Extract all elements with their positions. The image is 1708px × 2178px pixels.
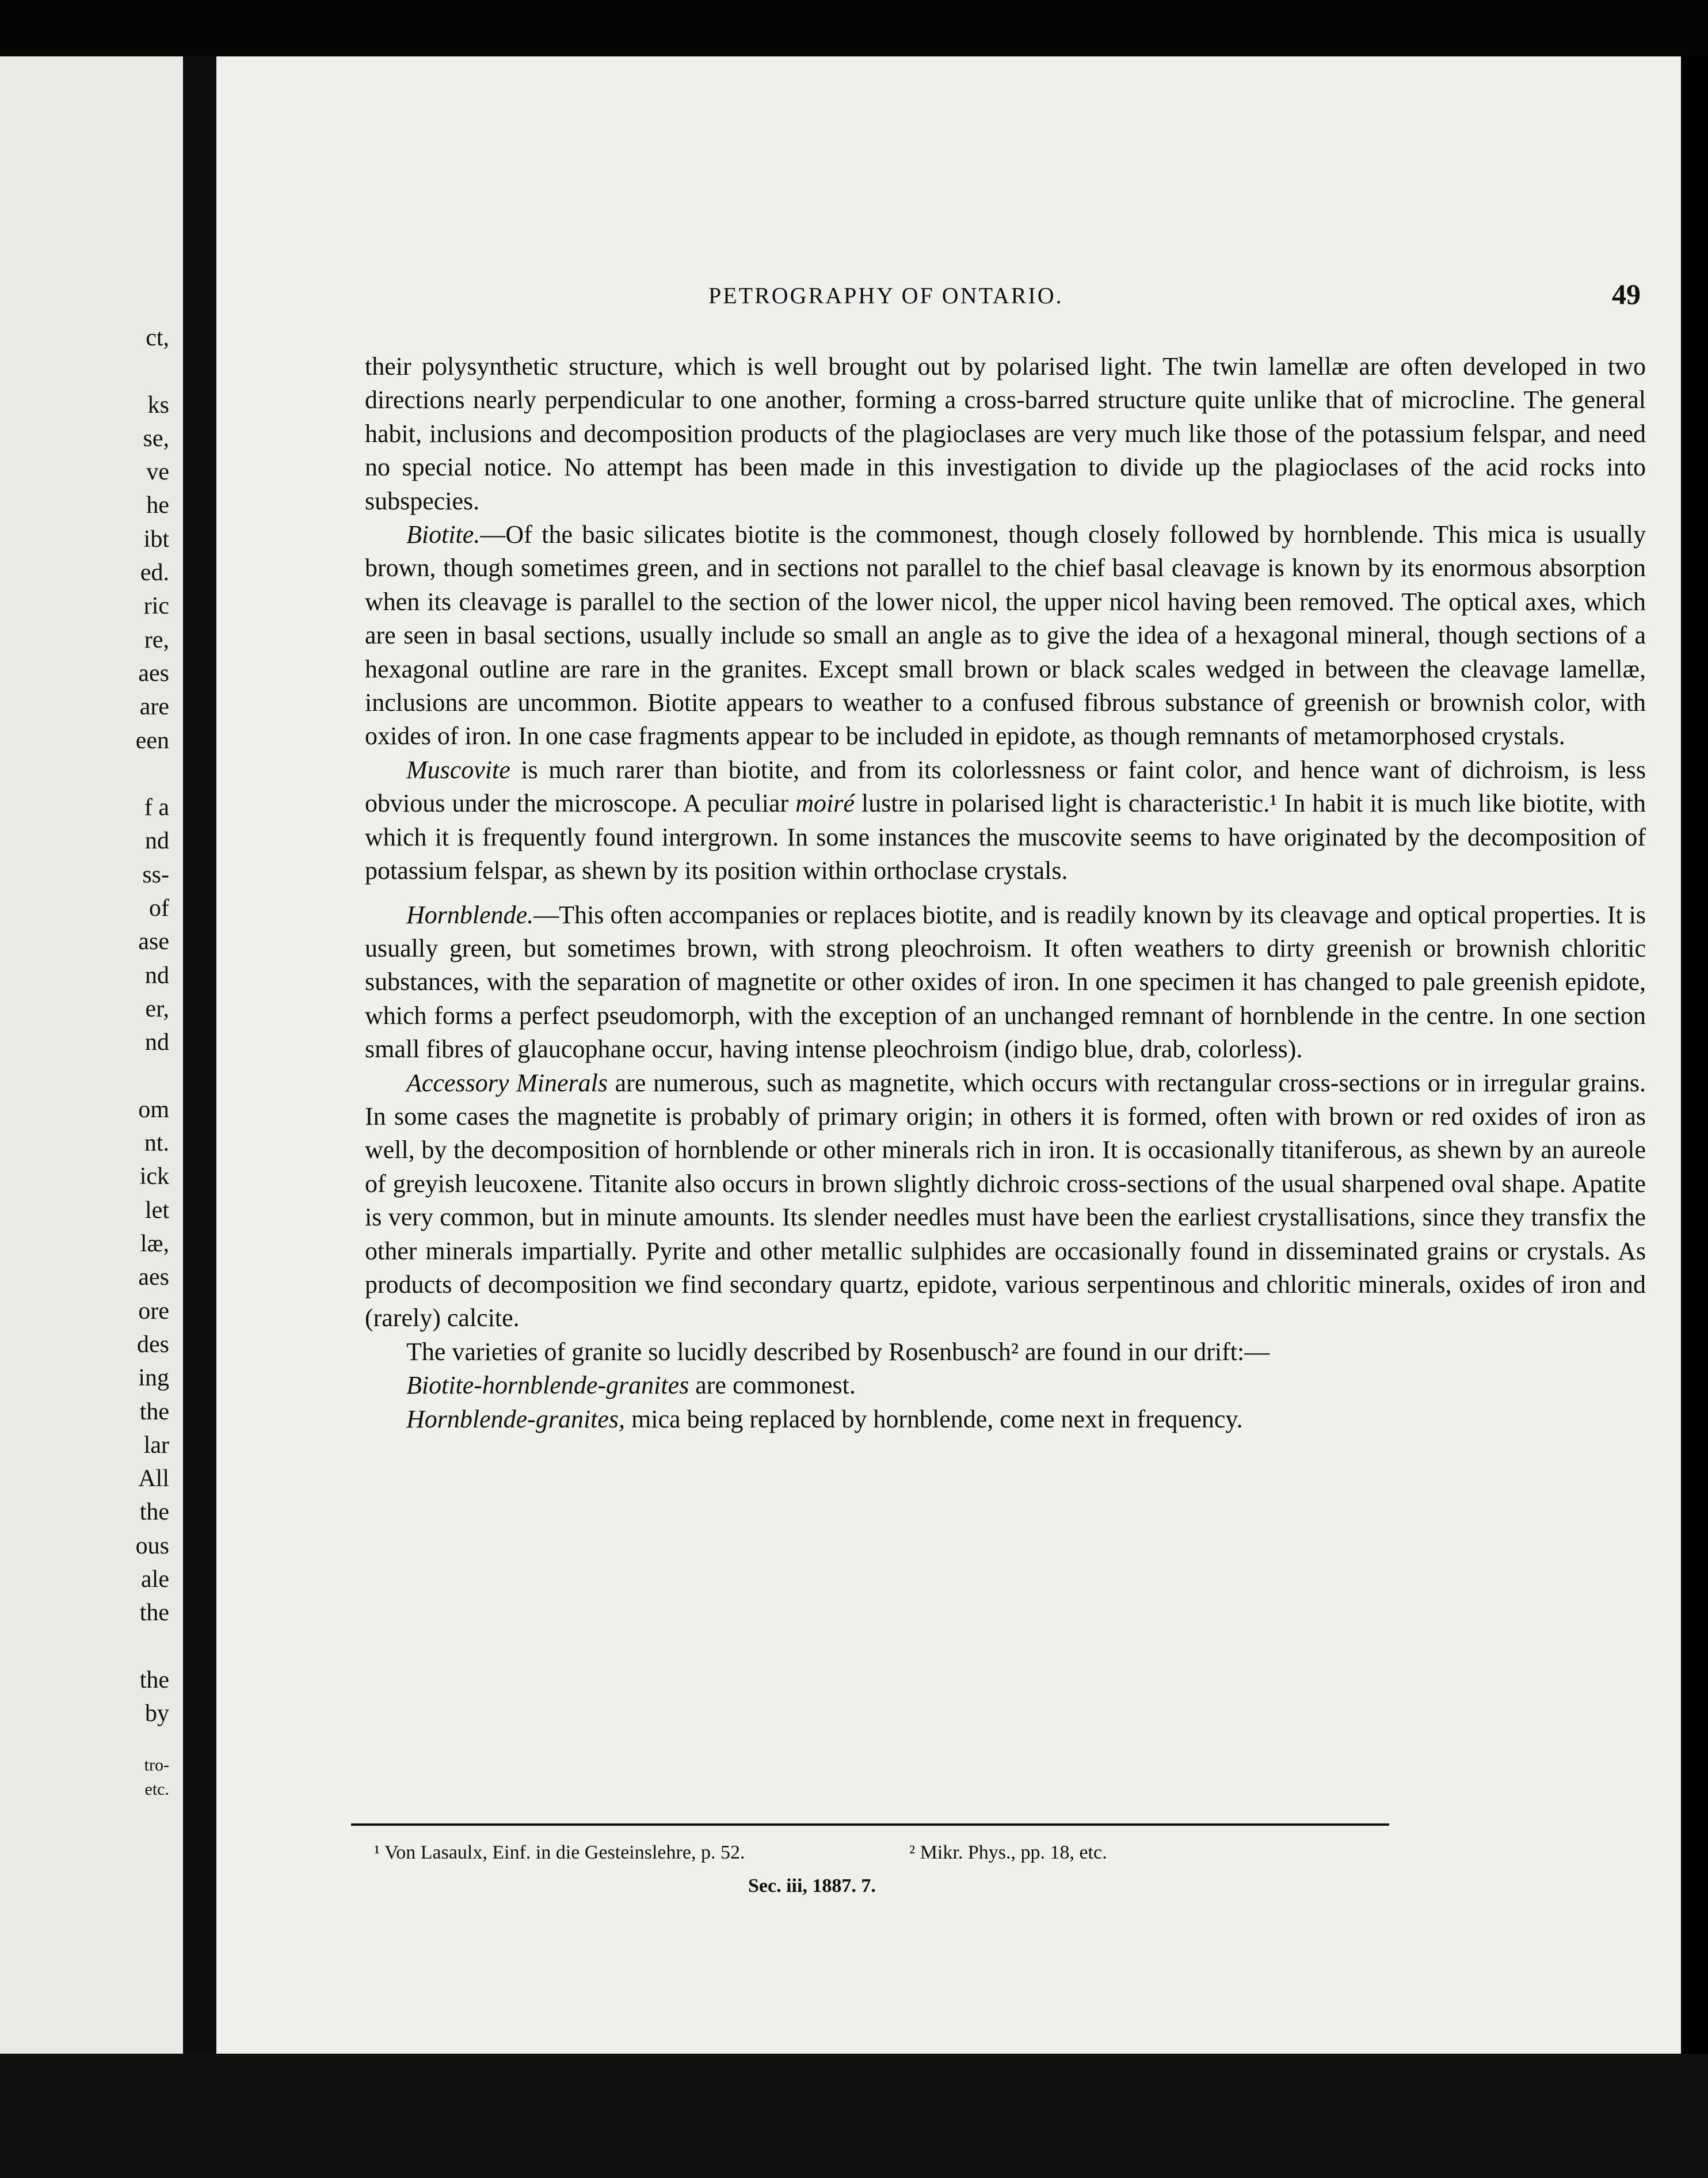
left-page-fragments bbox=[136, 321, 169, 1802]
left-page-edge bbox=[0, 56, 183, 2077]
left-fragment: of bbox=[149, 895, 169, 922]
left-fragment: re, bbox=[144, 626, 169, 653]
footnote-rule bbox=[351, 1823, 1389, 1826]
left-fragment-small: tro- bbox=[144, 1756, 169, 1775]
left-fragment: ous bbox=[135, 1532, 169, 1559]
heading-hg: Hornblende-granites, bbox=[406, 1404, 626, 1433]
list-item-biotite-hornblende-granites bbox=[365, 1369, 1646, 1402]
page-number: 49 bbox=[1612, 278, 1641, 310]
left-fragment: een bbox=[135, 727, 169, 754]
accessory-text: are numerous, such as magnetite, which occurs with rectangular cross-sections or in irregular grains. In some cases the magnetite is probably of primary origin; in others it is formed, often with brown or red oxides of iron as well, by the decomposition of hornblende or other minerals rich in iron. It is occasionally titaniferous, as shewn by an aureole of greyish leucoxene. Titanite also occurs in brown slightly dichroic cross-sections of the usual sharpened oval shape. Apatite is very common, but in minute amounts. Its slender needles must have been the earliest crystallisations, since they transfix the other minerals impartially. Pyrite and other metallic sulphides are occasionally found in disseminated grains or crystals. As products of decomposition we find secondary quartz, epidote, various serpentinous and chloritic minerals, oxides of iron and (rarely) calcite. bbox=[365, 1068, 1646, 1332]
left-fragment: des bbox=[137, 1331, 169, 1358]
signature-mark: Sec. iii, 1887. 7. bbox=[748, 1875, 876, 1897]
scan-bottom-border bbox=[0, 2054, 1708, 2178]
left-fragment: ve bbox=[146, 459, 169, 486]
left-fragment bbox=[136, 1630, 169, 1663]
left-fragment: ss- bbox=[142, 861, 169, 888]
heading-accessory: Accessory Minerals bbox=[406, 1068, 608, 1097]
left-fragment: lar bbox=[143, 1431, 169, 1459]
left-fragment bbox=[136, 757, 169, 791]
left-fragment: the bbox=[139, 1666, 169, 1693]
left-fragment: ric bbox=[143, 593, 169, 620]
left-fragment: ore bbox=[138, 1297, 169, 1324]
paragraph-biotite bbox=[365, 518, 1646, 753]
left-fragment: om bbox=[138, 1096, 169, 1123]
left-fragment: er, bbox=[145, 995, 169, 1022]
moire-word: moiré bbox=[795, 789, 855, 818]
page-title: PETROGRAPHY OF ONTARIO. bbox=[708, 283, 1063, 309]
paragraph-hornblende bbox=[365, 898, 1646, 1067]
left-fragment: nt. bbox=[144, 1130, 169, 1157]
left-fragment: nd bbox=[145, 962, 169, 989]
left-fragment: ibt bbox=[143, 526, 169, 553]
left-fragment: nd bbox=[145, 1029, 169, 1056]
left-fragment: ale bbox=[141, 1566, 169, 1593]
footnote-1: ¹ Von Lasaulx, Einf. in die Gesteinslehre, p. 52. bbox=[374, 1842, 745, 1863]
biotite-text: —Of the basic silicates biotite is the commonest, though closely followed by hornblende. This mica is usually brown, though sometimes green, and in sections not parallel to the chief basal cleavage is known by its enormous absorption when its cleavage is parallel to the section of the lower nicol, the upper nicol having been removed. The optical axes, which are seen in basal sections, usually include so small an angle as to give the idea of a hexagonal mineral, though sections of a hexagonal outline are rare in the granites. Except small brown or black scales wedged in between the cleavage lamellæ, inclusions are uncommon. Biotite appears to weather to a confused fibrous substance of greenish or brownish color, with oxides of iron. In one case fragments appear to be included in epidote, as though remnants of metamorphosed crystals. bbox=[365, 520, 1646, 751]
footnote-2: ² Mikr. Phys., pp. 18, etc. bbox=[909, 1842, 1107, 1863]
left-fragment: ing bbox=[138, 1365, 169, 1392]
left-fragment-small: etc. bbox=[144, 1780, 169, 1799]
left-fragment bbox=[136, 355, 169, 388]
left-fragment: the bbox=[139, 1499, 169, 1526]
main-page bbox=[216, 56, 1681, 2054]
left-fragment: aes bbox=[138, 1264, 169, 1291]
left-fragment: se, bbox=[143, 425, 169, 452]
paragraph-muscovite bbox=[365, 753, 1646, 888]
paragraph-varieties: The varieties of granite so lucidly described by Rosenbusch² are found in our drift:— bbox=[406, 1337, 1270, 1366]
book-gutter bbox=[183, 56, 216, 2077]
left-fragment: nd bbox=[145, 828, 169, 855]
bhg-text: are commonest. bbox=[689, 1371, 856, 1400]
paragraph-plagioclase: their polysynthetic structure, which is well brought out by polarised light. The twin lamellæ are often developed in two directions nearly perpendicular to one another, forming a cross-barred structure quite unlike that of microcline. The general habit, inclusions and decomposition products of the plagioclases are very much like those of the potassium felspar, and need no special notice. No attempt has been made in this investigation to divide up the plagioclases of the acid rocks into subspecies. bbox=[365, 352, 1646, 515]
left-fragment: All bbox=[138, 1465, 169, 1492]
muscovite-text-a: is much rarer than biotite, and from its colorlessness or faint color, and hence want of dichroism, is less obvious under the microscope. A peculiar bbox=[365, 755, 1646, 818]
left-fragment: by bbox=[145, 1700, 169, 1727]
muscovite-text-b: lustre in polarised light is characteristic.¹ In habit it is much like biotite, with which it is frequently found intergrown. In some instances the muscovite seems to have originated by the decomposition of potassium felspar, as shewn by its position within orthoclase crystals. bbox=[365, 789, 1646, 885]
left-fragment: læ, bbox=[140, 1231, 169, 1258]
left-fragment: the bbox=[139, 1398, 169, 1425]
paragraph-accessory bbox=[365, 1067, 1646, 1335]
left-fragment: ks bbox=[147, 391, 169, 418]
body-text bbox=[365, 350, 1646, 1436]
left-fragment: f a bbox=[144, 794, 169, 821]
hg-text: mica being replaced by hornblende, come next in frequency. bbox=[625, 1404, 1243, 1433]
heading-biotite: Biotite. bbox=[406, 520, 481, 549]
list-item-hornblende-granites bbox=[365, 1403, 1646, 1436]
left-fragment bbox=[136, 1060, 169, 1093]
left-fragment: ct, bbox=[146, 325, 169, 351]
left-fragment: aes bbox=[138, 660, 169, 687]
left-fragment: he bbox=[146, 492, 169, 519]
left-fragment: the bbox=[139, 1600, 169, 1627]
left-fragment: are bbox=[139, 694, 169, 721]
left-fragment: ick bbox=[139, 1163, 169, 1190]
left-fragment: ed. bbox=[140, 559, 169, 587]
hornblende-text: —This often accompanies or replaces biotite, and is readily known by its cleavage and optical properties. It is usually green, but sometimes brown, with strong pleochroism. It often weathers to dirty greenish or brownish chloritic substances, with the separation of magnetite or other oxides of iron. In one specimen it has changed to pale greenish epidote, which forms a perfect pseudomorph, with the exception of an unchanged remnant of hornblende in the centre. In one section small fibres of glaucophane occur, having intense pleochroism (indigo blue, drab, colorless). bbox=[365, 900, 1646, 1064]
heading-hornblende: Hornblende. bbox=[406, 900, 534, 929]
heading-muscovite: Muscovite bbox=[406, 755, 510, 784]
left-fragment: ase bbox=[138, 928, 169, 955]
heading-bhg: Biotite-hornblende-granites bbox=[406, 1371, 689, 1400]
left-fragment: let bbox=[145, 1197, 169, 1224]
scan-top-border bbox=[0, 0, 1708, 56]
